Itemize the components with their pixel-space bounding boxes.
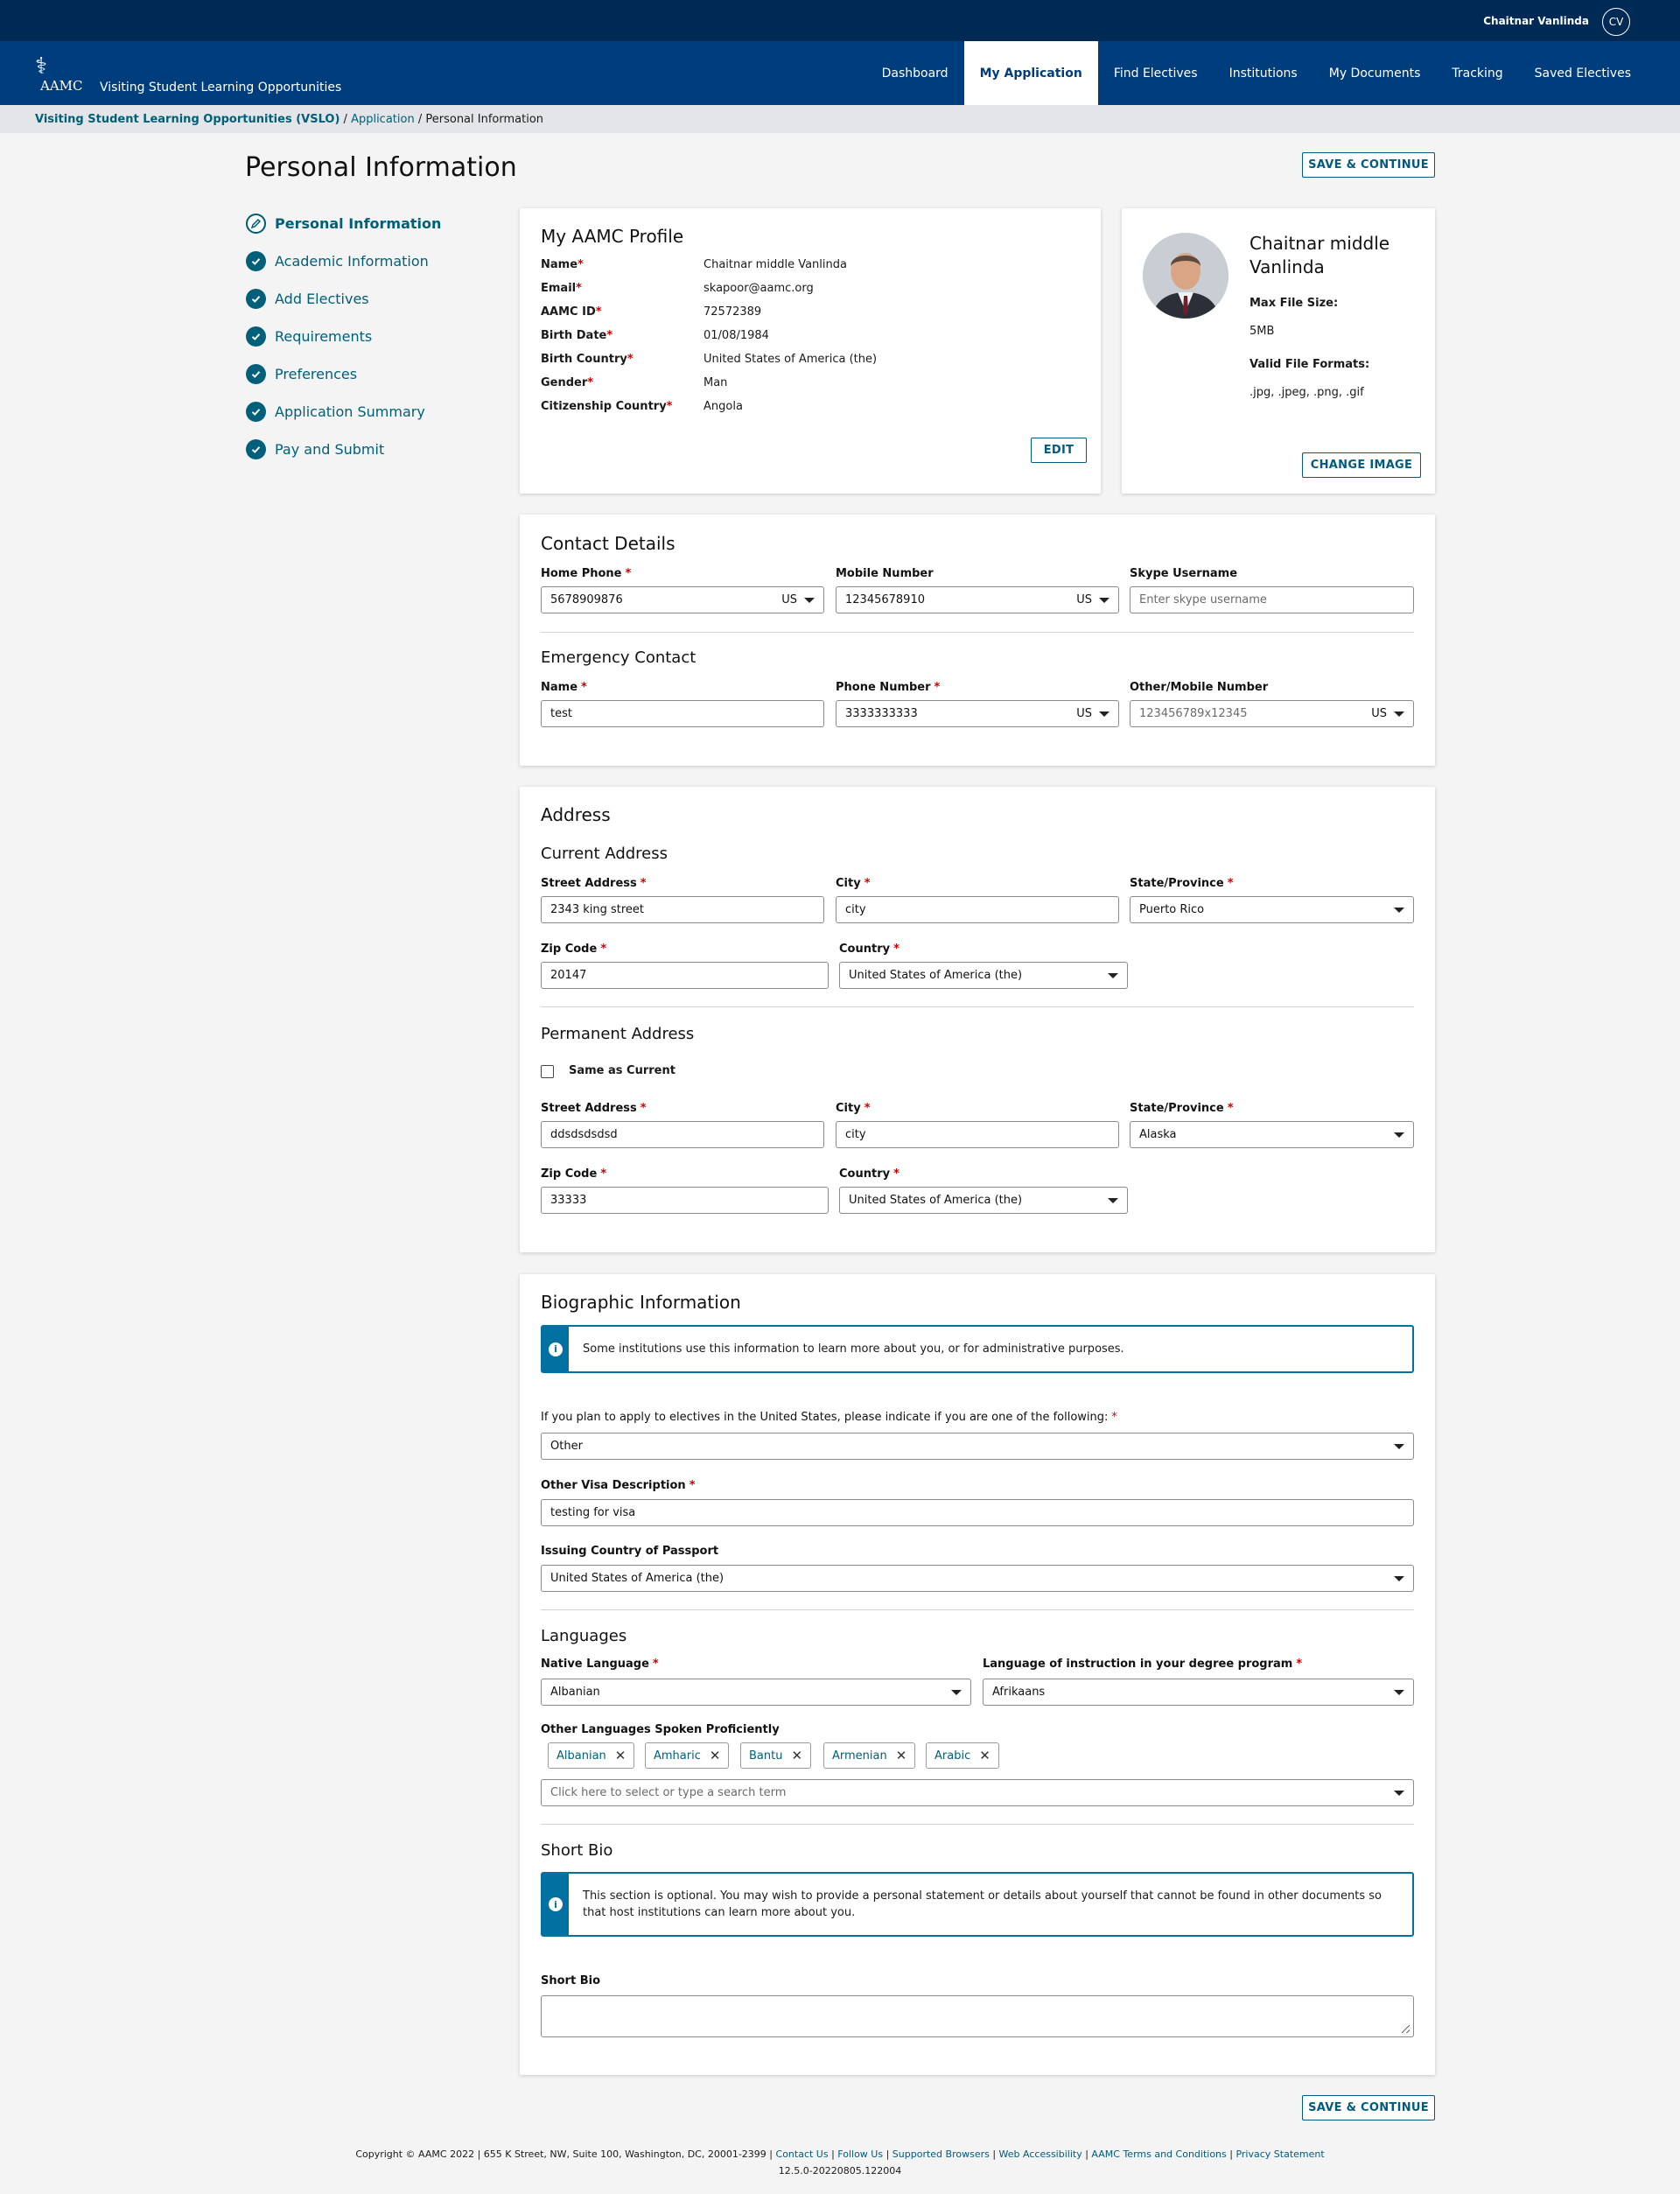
- profile-label-birth-country: Birth Country*: [541, 353, 634, 366]
- chevron-down-icon: [951, 1690, 962, 1695]
- permanent-country-select[interactable]: United States of America (the): [839, 1187, 1128, 1214]
- short-bio-info-text: This section is optional. You may wish to provide a personal statement or details about yourself that cannot be found in other documents so that host institutions can learn more about you.: [583, 1889, 1382, 1919]
- permanent-address-title: Permanent Address: [541, 1025, 695, 1043]
- skype-username-input[interactable]: Enter skype username: [1130, 586, 1414, 613]
- home-phone-country-select[interactable]: US: [781, 593, 797, 606]
- close-icon[interactable]: ✕: [709, 1748, 721, 1763]
- check-circle-icon: [246, 326, 266, 347]
- step-application-summary[interactable]: [246, 393, 473, 431]
- pencil-icon: [246, 214, 266, 234]
- current-zip-input[interactable]: 20147: [541, 962, 829, 989]
- footer-links: Copyright © AAMC 2022 | 655 K Street, NW, Suite 100, Washington, DC, 20001-2399 | Contact Us | Follow Us | Supported Browsers | Web Accessibility | AAMC Terms and Conditions | Privacy Statement: [355, 2148, 1325, 2160]
- short-bio-label: Short Bio: [541, 1974, 600, 1987]
- breadcrumb-bar: [0, 105, 1680, 133]
- footer: [0, 2148, 1680, 2176]
- chevron-down-icon: [1099, 711, 1110, 717]
- main-nav-bar: [0, 41, 1680, 105]
- biographic-card: [520, 1274, 1435, 2075]
- passport-country-select[interactable]: United States of America (the): [541, 1565, 1414, 1592]
- step-label: Application Summary: [275, 403, 425, 420]
- visa-status-select[interactable]: Other: [541, 1433, 1414, 1460]
- close-icon[interactable]: ✕: [614, 1748, 626, 1763]
- step-preferences[interactable]: [246, 355, 473, 393]
- current-country-label: Country *: [839, 943, 900, 956]
- home-phone-input[interactable]: 5678909876 US: [541, 586, 824, 613]
- biographic-title: Biographic Information: [541, 1292, 741, 1313]
- close-icon[interactable]: ✕: [895, 1748, 907, 1763]
- other-visa-input[interactable]: testing for visa: [541, 1499, 1414, 1526]
- passport-country-label: Issuing Country of Passport: [541, 1545, 719, 1558]
- language-chip: Bantu ✕: [740, 1742, 811, 1769]
- nav-saved-electives[interactable]: Saved Electives: [1534, 66, 1631, 81]
- other-languages-search-input[interactable]: Click here to select or type a search term: [541, 1779, 1414, 1806]
- permanent-city-label: City *: [836, 1102, 871, 1115]
- chevron-down-icon: [1099, 598, 1110, 603]
- primary-nav: [866, 41, 1680, 105]
- permanent-street-label: Street Address *: [541, 1102, 647, 1115]
- emergency-other-country-select[interactable]: US: [1371, 707, 1387, 720]
- breadcrumb-separator: /: [417, 113, 423, 126]
- profile-label-citizenship: Citizenship Country*: [541, 400, 673, 413]
- current-street-label: Street Address *: [541, 877, 647, 890]
- profile-label-aamc-id: AAMC ID*: [541, 305, 602, 319]
- step-label: Personal Information: [275, 215, 442, 232]
- languages-title: Languages: [541, 1627, 627, 1645]
- profile-label-birth-date: Birth Date*: [541, 329, 613, 342]
- language-chip: Arabic ✕: [926, 1742, 999, 1769]
- current-city-input[interactable]: city: [836, 896, 1119, 923]
- check-circle-icon: [246, 439, 266, 459]
- emergency-phone-country-select[interactable]: US: [1076, 707, 1092, 720]
- short-bio-title: Short Bio: [541, 1841, 613, 1860]
- permanent-zip-label: Zip Code *: [541, 1167, 607, 1181]
- biographic-info-alert: [541, 1325, 1414, 1373]
- profile-value-birth-country: United States of America (the): [704, 353, 878, 366]
- same-as-current-label[interactable]: Same as Current: [569, 1064, 676, 1077]
- permanent-country-label: Country *: [839, 1167, 900, 1181]
- other-visa-label: Other Visa Description *: [541, 1479, 696, 1492]
- nav-my-documents[interactable]: My Documents: [1328, 66, 1421, 81]
- check-circle-icon: [246, 402, 266, 422]
- permanent-zip-input[interactable]: 33333: [541, 1187, 829, 1214]
- section-divider: [541, 632, 1414, 633]
- profile-value-aamc-id: 72572389: [704, 305, 762, 319]
- emergency-contact-title: Emergency Contact: [541, 648, 696, 667]
- profile-title: My AAMC Profile: [541, 226, 684, 247]
- step-label: Add Electives: [275, 291, 369, 307]
- step-label: Pay and Submit: [275, 441, 385, 458]
- chevron-down-icon: [1394, 1791, 1404, 1796]
- profile-label-email: Email*: [541, 282, 582, 295]
- profile-label-name: Name*: [541, 258, 584, 271]
- step-label: Academic Information: [275, 253, 429, 270]
- native-language-select[interactable]: Albanian: [541, 1679, 971, 1706]
- aamc-logo[interactable]: [33, 55, 89, 95]
- logo-text: AAMC: [40, 78, 83, 94]
- visa-question-label: If you plan to apply to electives in the United States, please indicate if you are one of the following: *: [541, 1411, 1117, 1424]
- nav-find-electives[interactable]: Find Electives: [1113, 66, 1198, 81]
- mobile-country-select[interactable]: US: [1076, 593, 1092, 606]
- current-state-label: State/Province *: [1130, 877, 1234, 890]
- breadcrumb-application[interactable]: Application: [351, 113, 415, 126]
- emergency-name-label: Name *: [541, 681, 587, 694]
- nav-my-application[interactable]: My Application: [964, 41, 1098, 105]
- permanent-street-input[interactable]: ddsdsdsdsd: [541, 1121, 824, 1148]
- footer-link-accessibility[interactable]: Web Accessibility: [998, 2148, 1082, 2160]
- step-pay-and-submit[interactable]: [246, 431, 473, 468]
- language-chip: Armenian ✕: [823, 1742, 915, 1769]
- chevron-down-icon: [1394, 1444, 1404, 1449]
- section-divider: [541, 1006, 1414, 1007]
- skype-username-label: Skype Username: [1130, 567, 1238, 580]
- nav-institutions[interactable]: Institutions: [1228, 66, 1298, 81]
- info-icon: i: [549, 1897, 563, 1911]
- top-bar: [0, 0, 1680, 41]
- page-title: Personal Information: [245, 152, 517, 183]
- resize-handle-icon[interactable]: [1402, 2025, 1410, 2033]
- current-street-input[interactable]: 2343 king street: [541, 896, 824, 923]
- footer-link-browsers[interactable]: Supported Browsers: [892, 2148, 990, 2160]
- short-bio-info-alert: [541, 1872, 1414, 1937]
- step-personal-information[interactable]: [246, 205, 473, 242]
- valid-formats-label: Valid File Formats:: [1250, 358, 1370, 371]
- save-continue-button-top[interactable]: SAVE & CONTINUE: [1302, 152, 1435, 178]
- step-label: Requirements: [275, 328, 373, 345]
- other-languages-label: Other Languages Spoken Proficiently: [541, 1723, 780, 1736]
- user-avatar[interactable]: CV: [1602, 8, 1630, 36]
- section-divider: [541, 1609, 1414, 1610]
- chevron-down-icon: [1394, 1132, 1404, 1138]
- check-circle-icon: [246, 289, 266, 309]
- profile-value-gender: Man: [704, 376, 728, 389]
- footer-link-contact[interactable]: Contact Us: [775, 2148, 829, 2160]
- biographic-info-text: Some institutions use this information to learn more about you, or for administrative purposes.: [583, 1342, 1124, 1356]
- breadcrumb-current: Personal Information: [425, 113, 544, 126]
- current-country-select[interactable]: United States of America (the): [839, 962, 1128, 989]
- profile-value-citizenship: Angola: [704, 400, 743, 413]
- breadcrumb-separator: /: [343, 113, 347, 126]
- chevron-down-icon: [1108, 973, 1118, 978]
- instruction-language-label: Language of instruction in your degree program *: [983, 1658, 1303, 1671]
- caduceus-icon: ⚕: [35, 53, 48, 80]
- home-phone-label: Home Phone *: [541, 567, 632, 580]
- profile-photo[interactable]: [1143, 233, 1228, 319]
- save-continue-button-bottom[interactable]: SAVE & CONTINUE: [1302, 2095, 1435, 2120]
- photo-card-name: Chaitnar middle Vanlinda: [1250, 233, 1390, 277]
- current-zip-label: Zip Code *: [541, 943, 607, 956]
- profile-photo-card: [1122, 208, 1435, 494]
- emergency-phone-input[interactable]: 3333333333 US: [836, 700, 1119, 727]
- change-image-button[interactable]: CHANGE IMAGE: [1302, 452, 1421, 478]
- emergency-name-input[interactable]: test: [541, 700, 824, 727]
- chevron-down-icon: [1394, 711, 1404, 717]
- emergency-phone-label: Phone Number *: [836, 681, 941, 694]
- chevron-down-icon: [1108, 1198, 1118, 1203]
- footer-copyright: Copyright © AAMC 2022 | 655 K Street, NW, Suite 100, Washington, DC, 20001-2399 |: [355, 2148, 774, 2160]
- permanent-city-input[interactable]: city: [836, 1121, 1119, 1148]
- contact-details-card: [520, 515, 1435, 766]
- chevron-down-icon: [804, 598, 815, 603]
- current-state-select[interactable]: Puerto Rico: [1130, 896, 1414, 923]
- nav-dashboard[interactable]: Dashboard: [881, 66, 948, 81]
- chevron-down-icon: [1394, 1690, 1404, 1695]
- short-bio-textarea[interactable]: [541, 1995, 1414, 2037]
- emergency-other-label: Other/Mobile Number: [1130, 681, 1269, 694]
- language-chip: Albanian ✕: [548, 1742, 634, 1769]
- mobile-number-input[interactable]: 12345678910 US: [836, 586, 1119, 613]
- permanent-state-label: State/Province *: [1130, 1102, 1234, 1115]
- footer-version: 12.5.0-20220805.122004: [778, 2165, 902, 2176]
- instruction-language-select[interactable]: Afrikaans: [983, 1679, 1414, 1706]
- section-divider: [541, 1824, 1414, 1825]
- edit-profile-button[interactable]: EDIT: [1031, 438, 1087, 463]
- breadcrumb: [35, 113, 543, 126]
- application-steps: [246, 205, 473, 468]
- breadcrumb-vslo[interactable]: Visiting Student Learning Opportunities (VSLO): [35, 113, 340, 126]
- language-chip: Amharic ✕: [645, 1742, 729, 1769]
- info-icon: i: [549, 1342, 563, 1356]
- mobile-number-label: Mobile Number: [836, 567, 934, 580]
- step-requirements[interactable]: [246, 318, 473, 355]
- chevron-down-icon: [1394, 908, 1404, 913]
- native-language-label: Native Language *: [541, 1658, 659, 1671]
- chevron-down-icon: [1394, 1576, 1404, 1581]
- aamc-profile-card: [520, 208, 1101, 494]
- check-circle-icon: [246, 251, 266, 271]
- valid-formats-value: .jpg, .jpeg, .png, .gif: [1250, 386, 1364, 399]
- close-icon[interactable]: ✕: [791, 1748, 803, 1763]
- same-as-current-checkbox[interactable]: [541, 1065, 554, 1078]
- footer-link-privacy[interactable]: Privacy Statement: [1236, 2148, 1325, 2160]
- max-file-size-value: 5MB: [1250, 325, 1275, 338]
- profile-label-gender: Gender*: [541, 376, 594, 389]
- profile-value-name: Chaitnar middle Vanlinda: [704, 258, 847, 271]
- profile-value-email: skapoor@aamc.org: [704, 282, 814, 295]
- current-address-title: Current Address: [541, 845, 668, 863]
- max-file-size-label: Max File Size:: [1250, 297, 1339, 310]
- contact-title: Contact Details: [541, 533, 676, 554]
- check-circle-icon: [246, 364, 266, 384]
- permanent-state-select[interactable]: Alaska: [1130, 1121, 1414, 1148]
- site-name[interactable]: Visiting Student Learning Opportunities: [100, 81, 342, 95]
- address-title: Address: [541, 804, 611, 825]
- step-label: Preferences: [275, 366, 358, 382]
- address-card: [520, 787, 1435, 1252]
- current-city-label: City *: [836, 877, 871, 890]
- footer-link-follow[interactable]: Follow Us: [837, 2148, 884, 2160]
- close-icon[interactable]: ✕: [979, 1748, 990, 1763]
- profile-value-birth-date: 01/08/1984: [704, 329, 769, 342]
- step-academic-information[interactable]: [246, 242, 473, 280]
- step-add-electives[interactable]: [246, 280, 473, 318]
- nav-tracking[interactable]: Tracking: [1452, 66, 1503, 81]
- emergency-other-input[interactable]: 123456789x12345 US: [1130, 700, 1414, 727]
- footer-link-terms[interactable]: AAMC Terms and Conditions: [1091, 2148, 1227, 2160]
- user-name[interactable]: Chaitnar Vanlinda: [1483, 15, 1589, 27]
